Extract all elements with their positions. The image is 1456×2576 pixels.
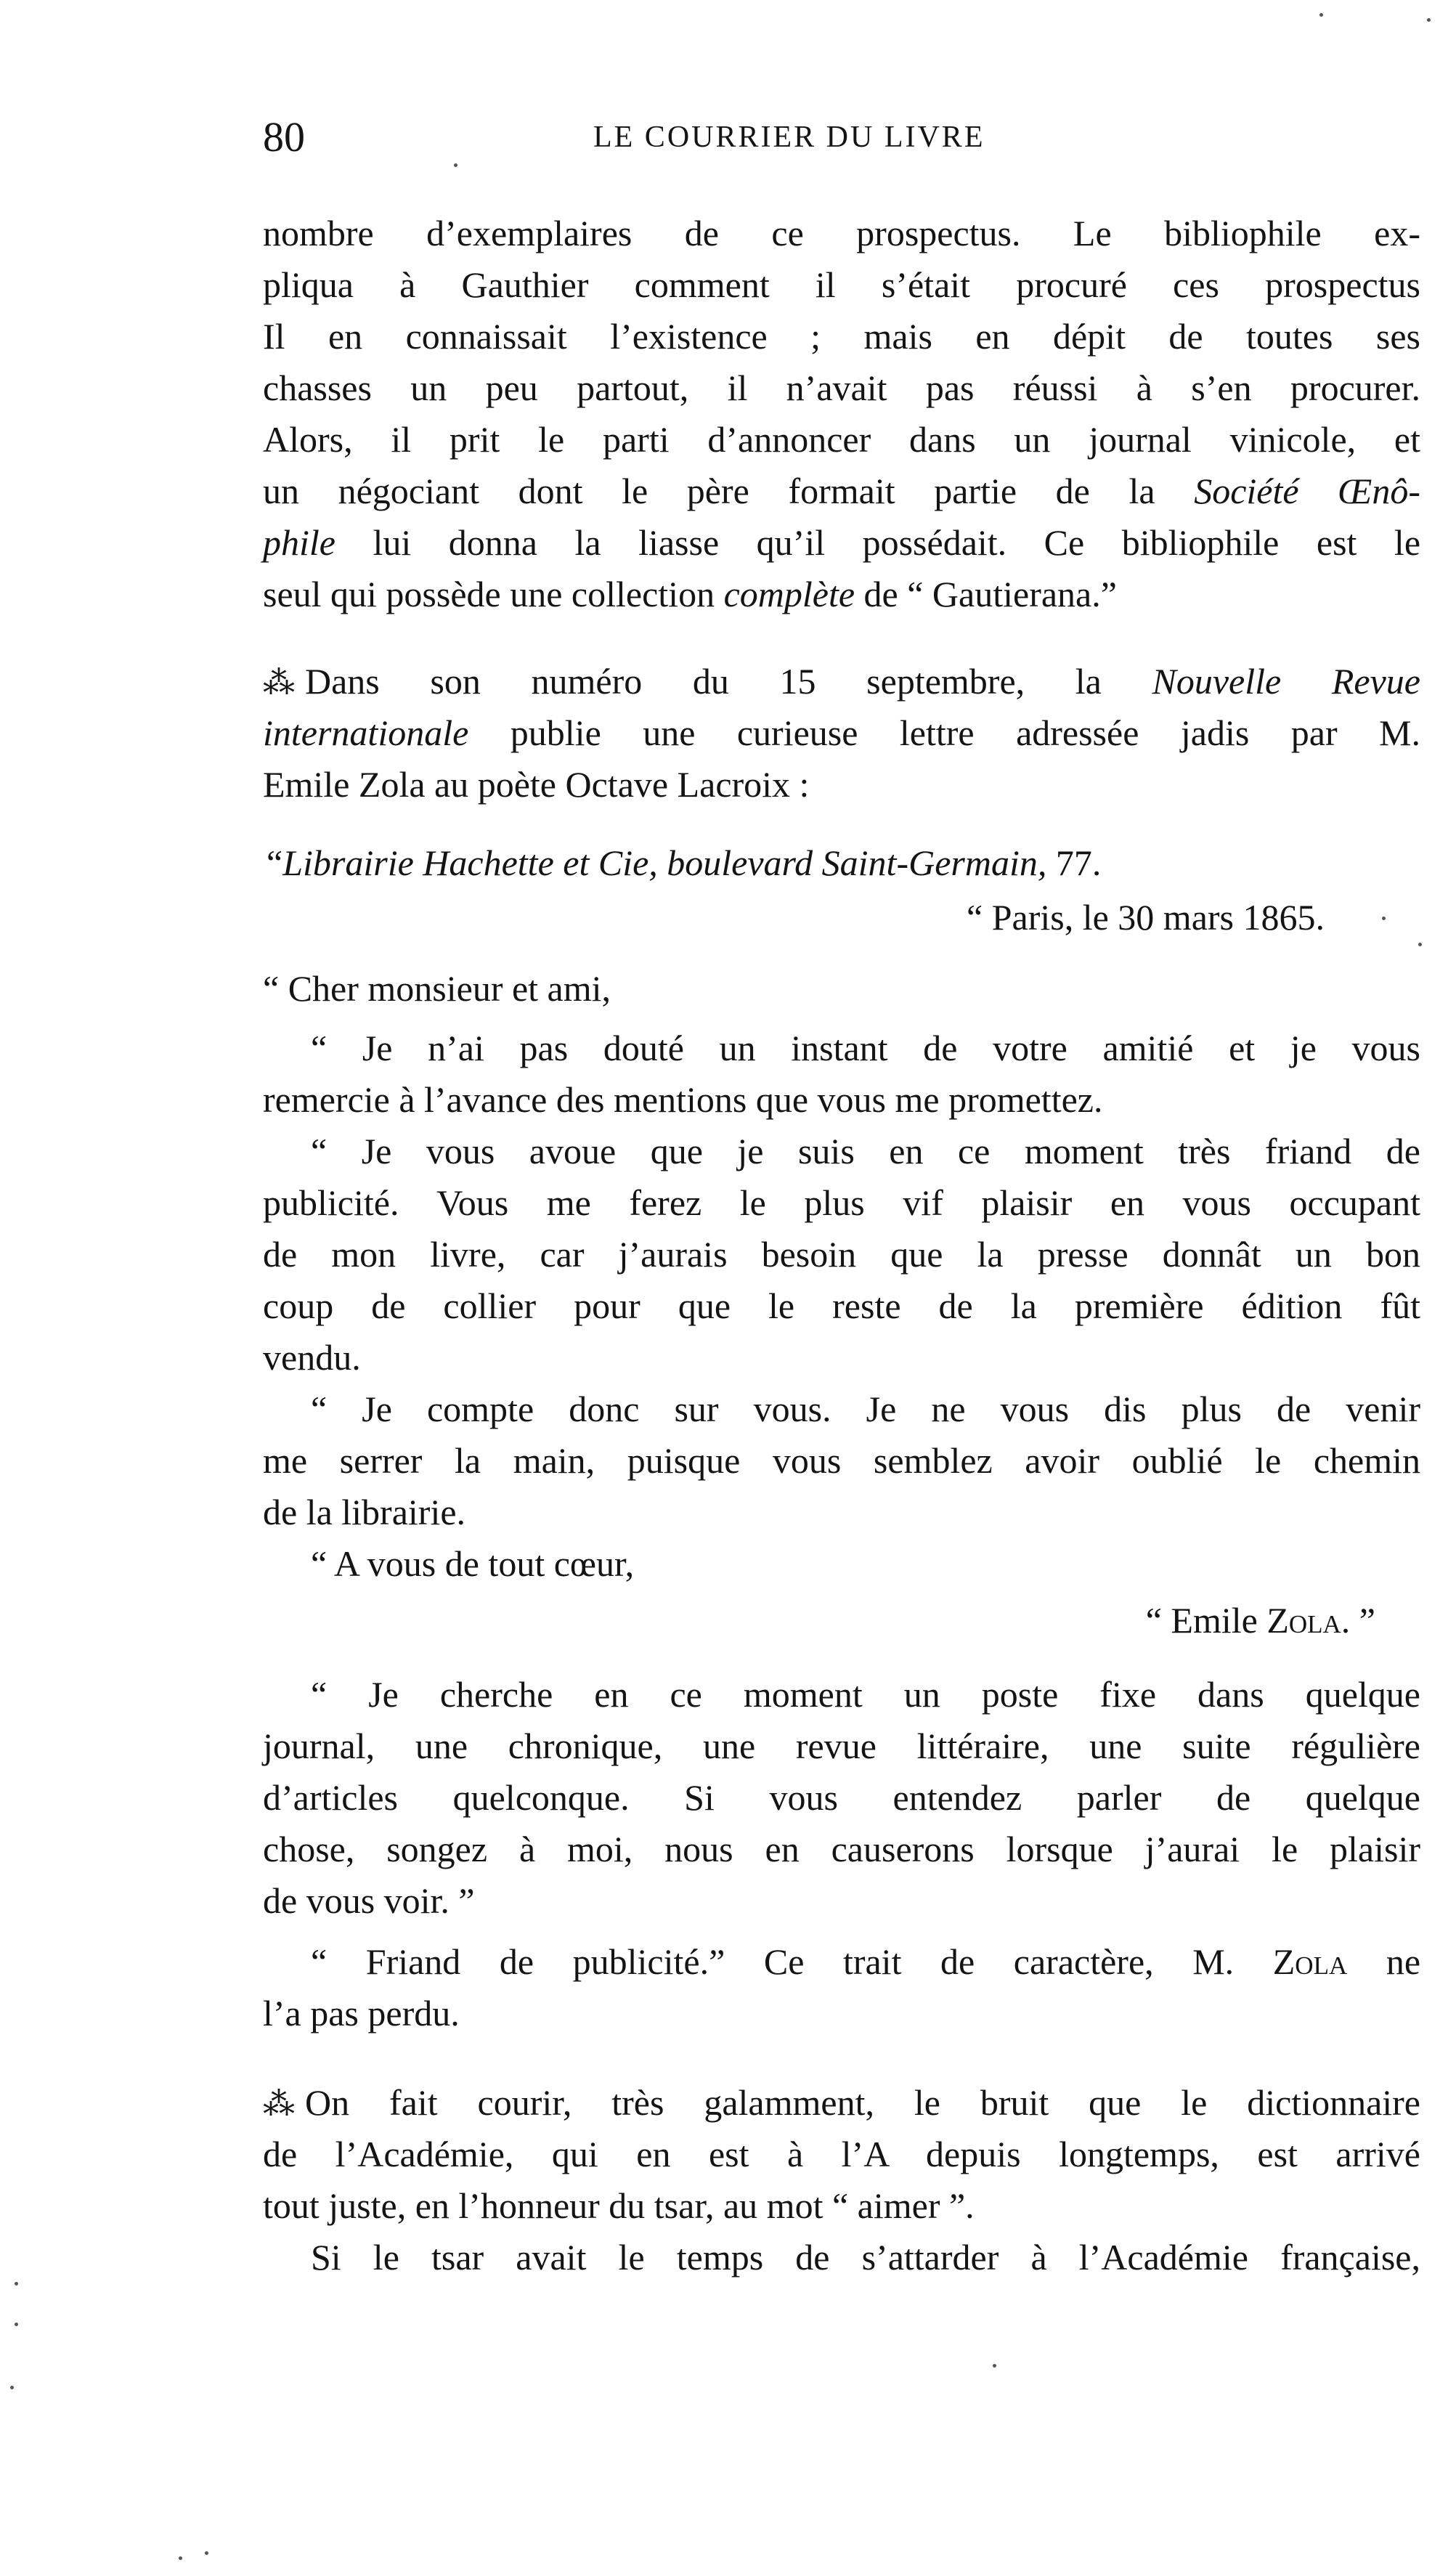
text-line: nombre d’exemplaires de ce prospectus. Le bibliophile ex- bbox=[263, 213, 1420, 253]
scan-speck bbox=[1418, 943, 1422, 946]
scan-speck bbox=[179, 2556, 182, 2560]
text-run: lui donna la liasse qu’il possédait. Ce bibliophile est le bbox=[373, 522, 1421, 563]
text-line: de la librairie. bbox=[263, 1492, 466, 1532]
text-line: pliqua à Gauthier comment il s’était procuré ces prospectus bbox=[263, 264, 1420, 305]
text-run: “ bbox=[267, 842, 283, 883]
text-line: “ Je n’ai pas douté un instant de votre amitié et je vous bbox=[311, 1028, 1420, 1068]
text-line: vendu. bbox=[263, 1337, 361, 1378]
text-run: “ Friand de publicité.” Ce trait de caractère, M. bbox=[311, 1941, 1235, 1982]
text-line: coup de collier pour que le reste de la première édition fût bbox=[263, 1285, 1420, 1326]
text-run: de “ Gautierana.” bbox=[863, 574, 1117, 614]
letter-signature bbox=[263, 1596, 1375, 1644]
text-run: publie une curieuse lettre adressée jadis par M. bbox=[510, 712, 1421, 753]
scan-speck bbox=[1319, 13, 1323, 17]
text-line bbox=[263, 570, 1420, 618]
text-line: journal, une chronique, une revue littéraire, une suite régulière bbox=[263, 1726, 1420, 1766]
text-line: de vous voir. ” bbox=[263, 1880, 475, 1921]
text-line: Emile Zola au poète Octave Lacroix : bbox=[263, 764, 810, 805]
text-run: un négociant dont le père formait partie de la bbox=[263, 471, 1155, 511]
text-line: publicité. Vous me ferez le plus vif plaisir en vous occupant bbox=[263, 1182, 1420, 1223]
italic-run: phile bbox=[263, 522, 335, 563]
text-line bbox=[263, 467, 1420, 515]
text-line: Si le tsar avait le temps de s’attarder à l’Académie française, bbox=[311, 2237, 1420, 2278]
scan-speck bbox=[205, 2551, 208, 2555]
text-line bbox=[263, 2079, 1420, 2129]
text-line bbox=[263, 1938, 1420, 1986]
text-line: “ Je cherche en ce moment un poste fixe dans quelque bbox=[311, 1674, 1420, 1715]
text-line bbox=[263, 657, 1420, 707]
text-line: tout juste, en l’honneur du tsar, au mot “ aimer ”. bbox=[263, 2185, 975, 2226]
letter-salutation: “ Cher monsieur et ami, bbox=[263, 968, 611, 1009]
text-run: Dans son numéro du 15 septembre, la bbox=[305, 661, 1102, 702]
text-line: “ Je vous avoue que je suis en ce moment très friand de bbox=[311, 1131, 1420, 1171]
scan-speck bbox=[15, 2323, 18, 2326]
text-run: seul qui possède une collection bbox=[263, 574, 715, 614]
text-line bbox=[263, 519, 1420, 566]
text-line: chasses un peu partout, il n’avait pas réussi à s’en procurer. bbox=[263, 367, 1420, 408]
asterism-ornament: ⁂ bbox=[263, 665, 295, 701]
scan-speck bbox=[454, 163, 457, 167]
italic-run: internationale bbox=[263, 712, 469, 753]
letter-closing: “ A vous de tout cœur, bbox=[311, 1543, 635, 1584]
scan-speck bbox=[1427, 18, 1431, 22]
running-title: LE COURRIER DU LIVRE bbox=[593, 121, 985, 154]
text-line: l’a pas perdu. bbox=[263, 1993, 460, 2033]
text-run: ne bbox=[1386, 1941, 1421, 1982]
text-run: . ” bbox=[1341, 1600, 1375, 1641]
letter-date: “ Paris, le 30 mars 1865. bbox=[967, 897, 1325, 938]
text-line: de mon livre, car j’aurais besoin que la presse donnât un bon bbox=[263, 1234, 1420, 1275]
text-run: On fait courir, très galamment, le bruit que le dictionnaire bbox=[305, 2082, 1420, 2123]
scan-speck bbox=[10, 2386, 14, 2389]
text-line: “ Je compte donc sur vous. Je ne vous dis plus de venir bbox=[311, 1389, 1420, 1429]
text-line: d’articles quelconque. Si vous entendez parler de quelque bbox=[263, 1777, 1420, 1818]
text-line bbox=[263, 709, 1420, 757]
italic-run: complète bbox=[723, 574, 855, 614]
text-run: “ Emile bbox=[1145, 1600, 1258, 1641]
page-number: 80 bbox=[263, 113, 305, 161]
scan-speck bbox=[1382, 917, 1386, 920]
italic-run: Société Œnô- bbox=[1194, 471, 1421, 511]
scan-speck bbox=[993, 2364, 996, 2368]
text-line: me serrer la main, puisque vous semblez avoir oublié le chemin bbox=[263, 1440, 1420, 1481]
text-line: de l’Académie, qui en est à l’A depuis longtemps, est arrivé bbox=[263, 2134, 1420, 2174]
text-run: 77. bbox=[1055, 842, 1102, 883]
asterism-ornament: ⁂ bbox=[263, 2087, 295, 2122]
letter-address bbox=[263, 839, 1424, 887]
text-line: Alors, il prit le parti d’annoncer dans un journal vinicole, et bbox=[263, 419, 1420, 460]
italic-run: Librairie Hachette et Cie, boulevard Saint-Germain, bbox=[282, 842, 1047, 883]
italic-run: Nouvelle Revue bbox=[1152, 661, 1420, 702]
scan-speck bbox=[15, 2282, 18, 2286]
text-line: remercie à l’avance des mentions que vous me promettez. bbox=[263, 1079, 1103, 1120]
small-caps-run: Zola bbox=[1272, 1941, 1348, 1982]
text-line: chose, songez à moi, nous en causerons lorsque j’aurai le plaisir bbox=[263, 1829, 1420, 1869]
page-header bbox=[263, 113, 1420, 171]
small-caps-run: Zola bbox=[1266, 1600, 1341, 1641]
text-line: Il en connaissait l’existence ; mais en dépit de toutes ses bbox=[263, 316, 1420, 357]
